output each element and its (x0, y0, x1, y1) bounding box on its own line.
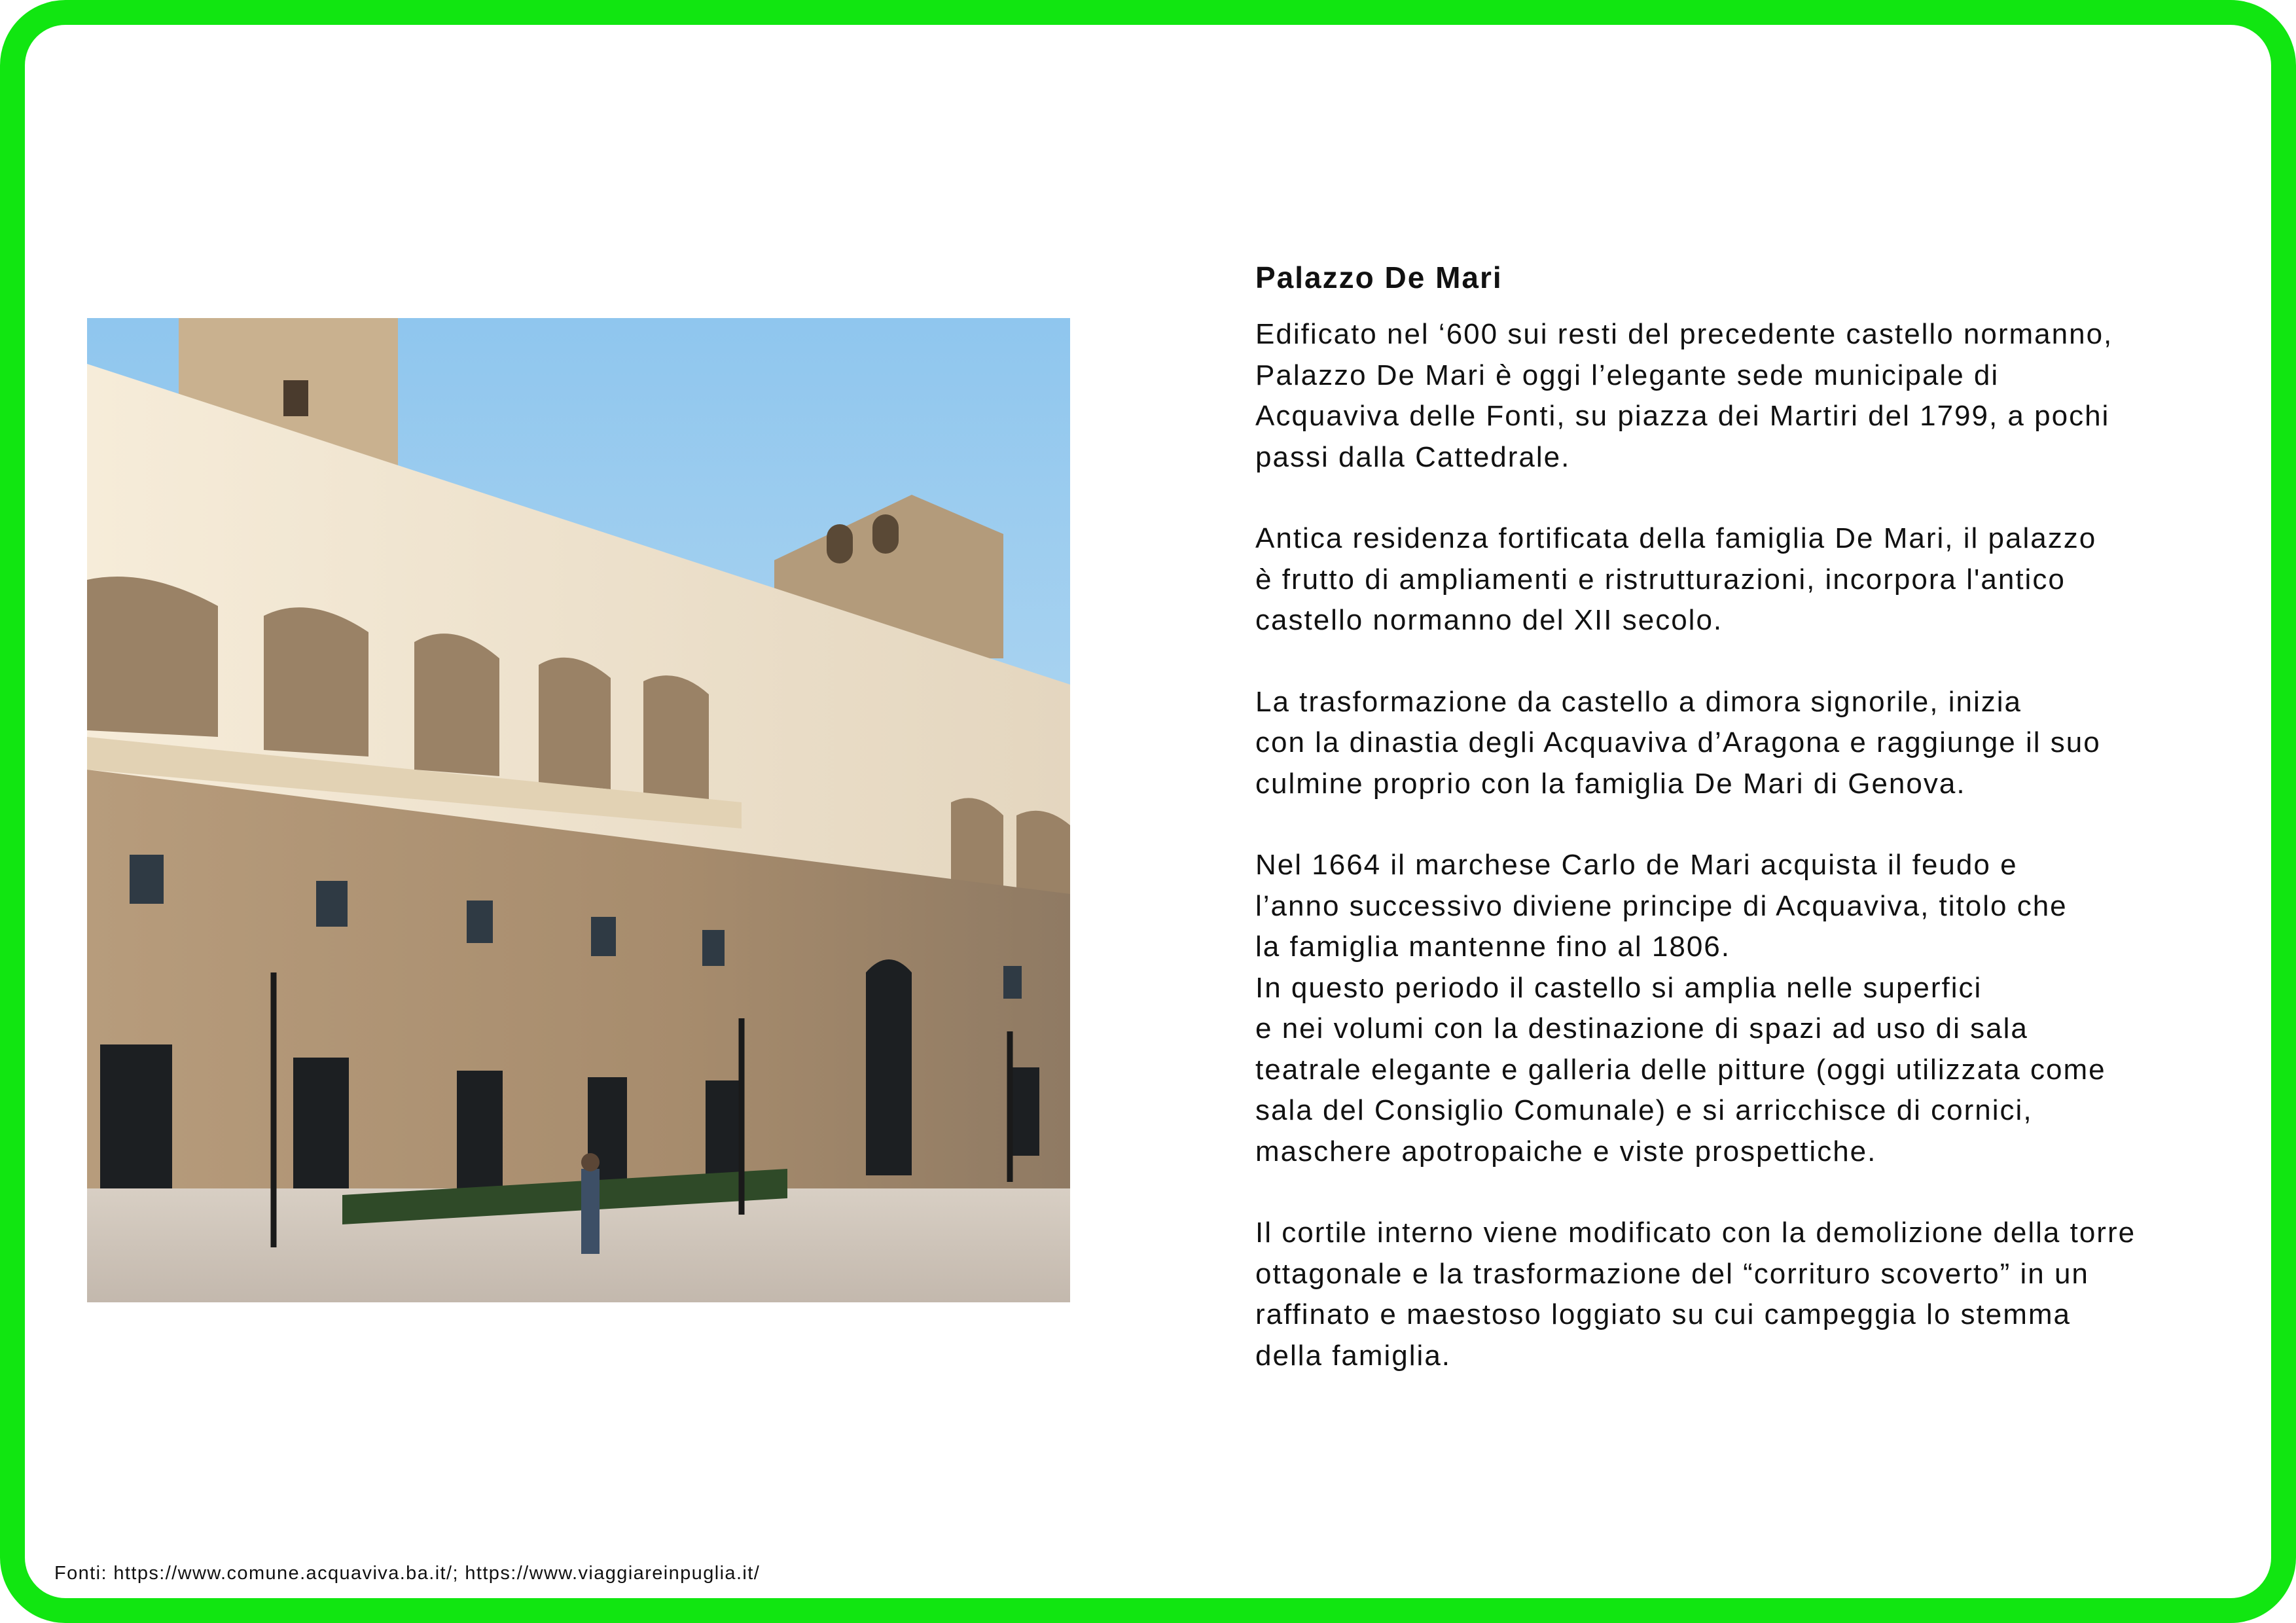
page-title: Palazzo De Mari (1255, 260, 1503, 294)
paragraph-2: Antica residenza fortificata della famiglia De Mari, il palazzo è frutto di ampliamenti e ristrutturazioni, incorpora l'antico castello normanno del XII secolo. (1255, 522, 2097, 636)
sources-footer: Fonti: https://www.comune.acquaviva.ba.it/; https://www.viaggiareinpuglia.it/ (54, 1563, 761, 1584)
paragraph-1: Edificato nel ‘600 sui resti del precedente castello normanno, Palazzo De Mari è oggi l’elegante sede municipale di Acquaviva delle Fonti, su piazza dei Martiri del 1799, a pochi passi dalla Cattedrale. (1255, 318, 2113, 473)
article-text (1255, 258, 2237, 1376)
palazzo-photo (87, 318, 1070, 1302)
paragraph-3: La trasformazione da castello a dimora signorile, inizia con la dinastia degli Acquaviva d’Aragona e raggiunge il suo culmine proprio con la famiglia De Mari di Genova. (1255, 685, 2101, 800)
paragraph-5: Il cortile interno viene modificato con la demolizione della torre ottagonale e la trasformazione del “corrituro scoverto” in un raffinato e maestoso loggiato su cui campeggia lo stemma della famiglia. (1255, 1217, 2136, 1372)
paragraph-4: Nel 1664 il marchese Carlo de Mari acquista il feudo e l’anno successivo diviene principe di Acquaviva, titolo che la famiglia mantenne fino al 1806. In questo periodo il castello si amplia nelle superfici e nei volumi con la destinazione di spazi ad uso di sala teatrale elegante e galleria delle pitture (oggi utilizzata come sala del Consiglio Comunale) e si arricchisce di cornici, maschere apotropaiche e viste prospettiche. (1255, 849, 2106, 1168)
